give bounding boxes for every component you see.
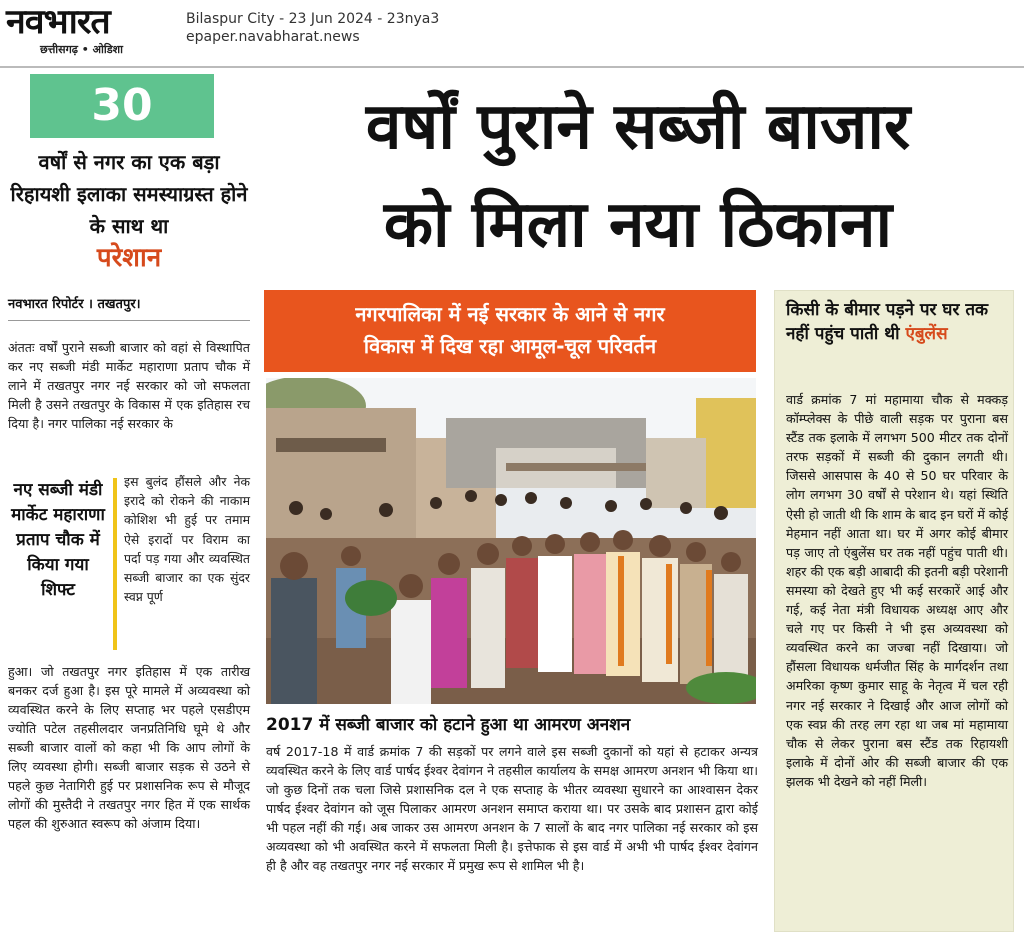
orange-subhead bbox=[264, 290, 756, 372]
edition-info bbox=[186, 10, 439, 46]
left-paragraph-1: अंततः वर्षों पुराने सब्जी बाजार को वहां से विस्थापित कर नए सब्जी मंडी मार्केट महाराणा प्रताप चौक में लाने में तखतपुर नगर नई सरकार को जो सफलता मिली है उसने तखतपुर के विकास में एक इतिहास रच दिया है। नगर पालिका नई सरकार के bbox=[8, 340, 250, 431]
sidebar-headline bbox=[786, 298, 1008, 346]
logo-subtitle: छत्तीसगढ़ • ओडिशा bbox=[40, 43, 123, 56]
middle-story-headline: 2017 में सब्जी बाजार को हटाने हुआ था आमरण अनशन bbox=[266, 715, 631, 735]
left-kicker-highlight: परेशान bbox=[96, 243, 162, 273]
edition-line: Bilaspur City - 23 Jun 2024 - 23nya3 bbox=[186, 11, 440, 27]
left-kicker bbox=[8, 146, 250, 274]
left-paragraph-3: हुआ। जो तखतपुर नगर इतिहास में एक तारीख बनकर दर्ज हुआ है। इस पूरे मामले में अव्यवस्था को व्यवस्थित करने के लिए सप्ताह भर पहले एसडीएम ज्योति पटेल तहसीलदार जनप्रतिनिधि घूमे थे और सब्जी बाजार वालों को कहा भी कि आप लोगों के लिए व्यवस्था होगी। सब्जी बाजार सड़क से उठने से पहले कुछ नेतागिरी हुई पर प्रशासनिक रूप से मौजूद लोगों की मुस्तैदी ने तखतपुर नगर हित में एक सार्थक पहल की शुरुआत स्वरूप को अंजाम दिया। bbox=[8, 664, 250, 831]
sidebar-headline-text: किसी के बीमार पड़ने पर घर तक नहीं पहुंच पाती थी bbox=[786, 300, 989, 344]
photo-illustration bbox=[266, 378, 756, 704]
main-headline bbox=[262, 78, 1014, 274]
market-crowd-photo bbox=[266, 378, 756, 704]
masthead-divider bbox=[0, 66, 1024, 68]
newspaper-logo bbox=[6, 4, 174, 64]
sidebar-body: वार्ड क्रमांक 7 मां महामाया चौक से मक्कड़ कॉम्प्लेक्स के पीछे वाली सड़क पर पुराना बस स्टैंड तक इलाके में लगभग 500 मीटर तक दोनों तरफ सड़कों में सब्जी की दुकान लगती थी। जिससे आसपास के 40 से 50 घर परिवार के लोग लगभग 30 वर्षों से परेशान थे। यहां स्थिति ऐसी हो जाती थी कि शाम के बाद इन घरों में कोई मेहमान नहीं आता था। घर में अगर कोई बीमार पड़ जाए तो एंबुलेंस घर तक नहीं पहुंच पाती थी। शहर की एक बड़ी आबादी की इतनी बड़ी परेशानी समस्या को देखते हुए भी कई सरकारें आई और गई, कई नेता मंत्री विधायक अध्यक्ष आए और चले गए पर किसी ने भी इस अव्यवस्था को व्यवस्थित करने का जज्बा नहीं दिखाया। जो हौंसला विधायक धर्मजीत सिंह के मार्गदर्शन तथा अमरिका कृष्ण कुमार साहू के नेतृत्व में चल रही नगर नई सरकार ने दिखाई और आज लोगों को एक स्वप्न की तरह लग रहा था जब मां महामाया चौक से लेकर पुराना बस स्टैंड तक रिहायशी इलाके में दोनों ओर की सब्जी बाजार की एक झलक भी देखने को नहीं मिली। bbox=[786, 392, 1008, 789]
headline-line-1: वर्षों पुराने सब्जी बाजार bbox=[365, 90, 911, 164]
middle-story-body: वर्ष 2017-18 में वार्ड क्रमांक 7 की सड़कों पर लगने वाले इस सब्जी दुकानों को यहां से हटाकर अन्यत्र व्यवस्थित करने के लिए वार्ड पार्षद ईश्वर देवांगन ने तहसील कार्यालय के समक्ष आमरण अनशन भी किया था। जो कुछ दिनों तक चला जिसे प्रशासनिक दल ने एक सप्ताह के भीतर व्यवस्था सुधारने का आश्वासन देकर पार्षद ईश्वर देवांगन को जूस पिलाकर आमरण अनशन समाप्त कराया था। पर उसके बाद प्रशासन द्वारा कोई भी पहल नहीं की गई। अब जाकर उस आमरण अनशन के 7 सालों के बाद नगर पालिका नई सरकार को इस अव्यवस्था को भी अवस्थित करने में सफलता मिली है। इत्तेफाक से इस वार्ड में अभी भी पार्षद ईश्वर देवांगन ही है और वह तखतपुर नगर नई सरकार में प्रमुख रूप से शामिल भी है। bbox=[266, 744, 758, 873]
subhead-line-1: नगरपालिका में नई सरकार के आने से नगर bbox=[355, 302, 665, 326]
subhead-line-2: विकास में दिख रहा आमूल-चूल परिवर्तन bbox=[363, 334, 657, 358]
epaper-site-link[interactable]: epaper.navabharat.news bbox=[186, 29, 360, 45]
years-badge: 30 bbox=[30, 74, 214, 138]
left-paragraph-2: इस बुलंद हौंसले और नेक इरादे को रोकने की नाकाम कोशिश भी हुई पर तमाम ऐसे इरादों पर विराम का पर्दा पड़ गया और व्यवस्थित सब्जी बाजार का एक सुंदर स्वप्न पूर्ण bbox=[124, 474, 250, 605]
logo-title: नवभारत bbox=[6, 2, 110, 42]
pull-quote-bar bbox=[113, 478, 117, 650]
pull-quote: नए सब्जी मंडी मार्केट महाराणा प्रताप चौक में किया गया शिफ्ट bbox=[11, 480, 105, 600]
byline: नवभारत रिपोर्टर । तखतपुर। bbox=[8, 297, 141, 312]
sidebar-headline-highlight: एंबुलेंस bbox=[905, 324, 948, 344]
byline-divider bbox=[8, 320, 250, 321]
left-kicker-text: वर्षों से नगर का एक बड़ा रिहायशी इलाका समस्याग्रस्त होने के साथ था bbox=[10, 150, 248, 238]
headline-line-2: को मिला नया ठिकाना bbox=[383, 188, 893, 262]
